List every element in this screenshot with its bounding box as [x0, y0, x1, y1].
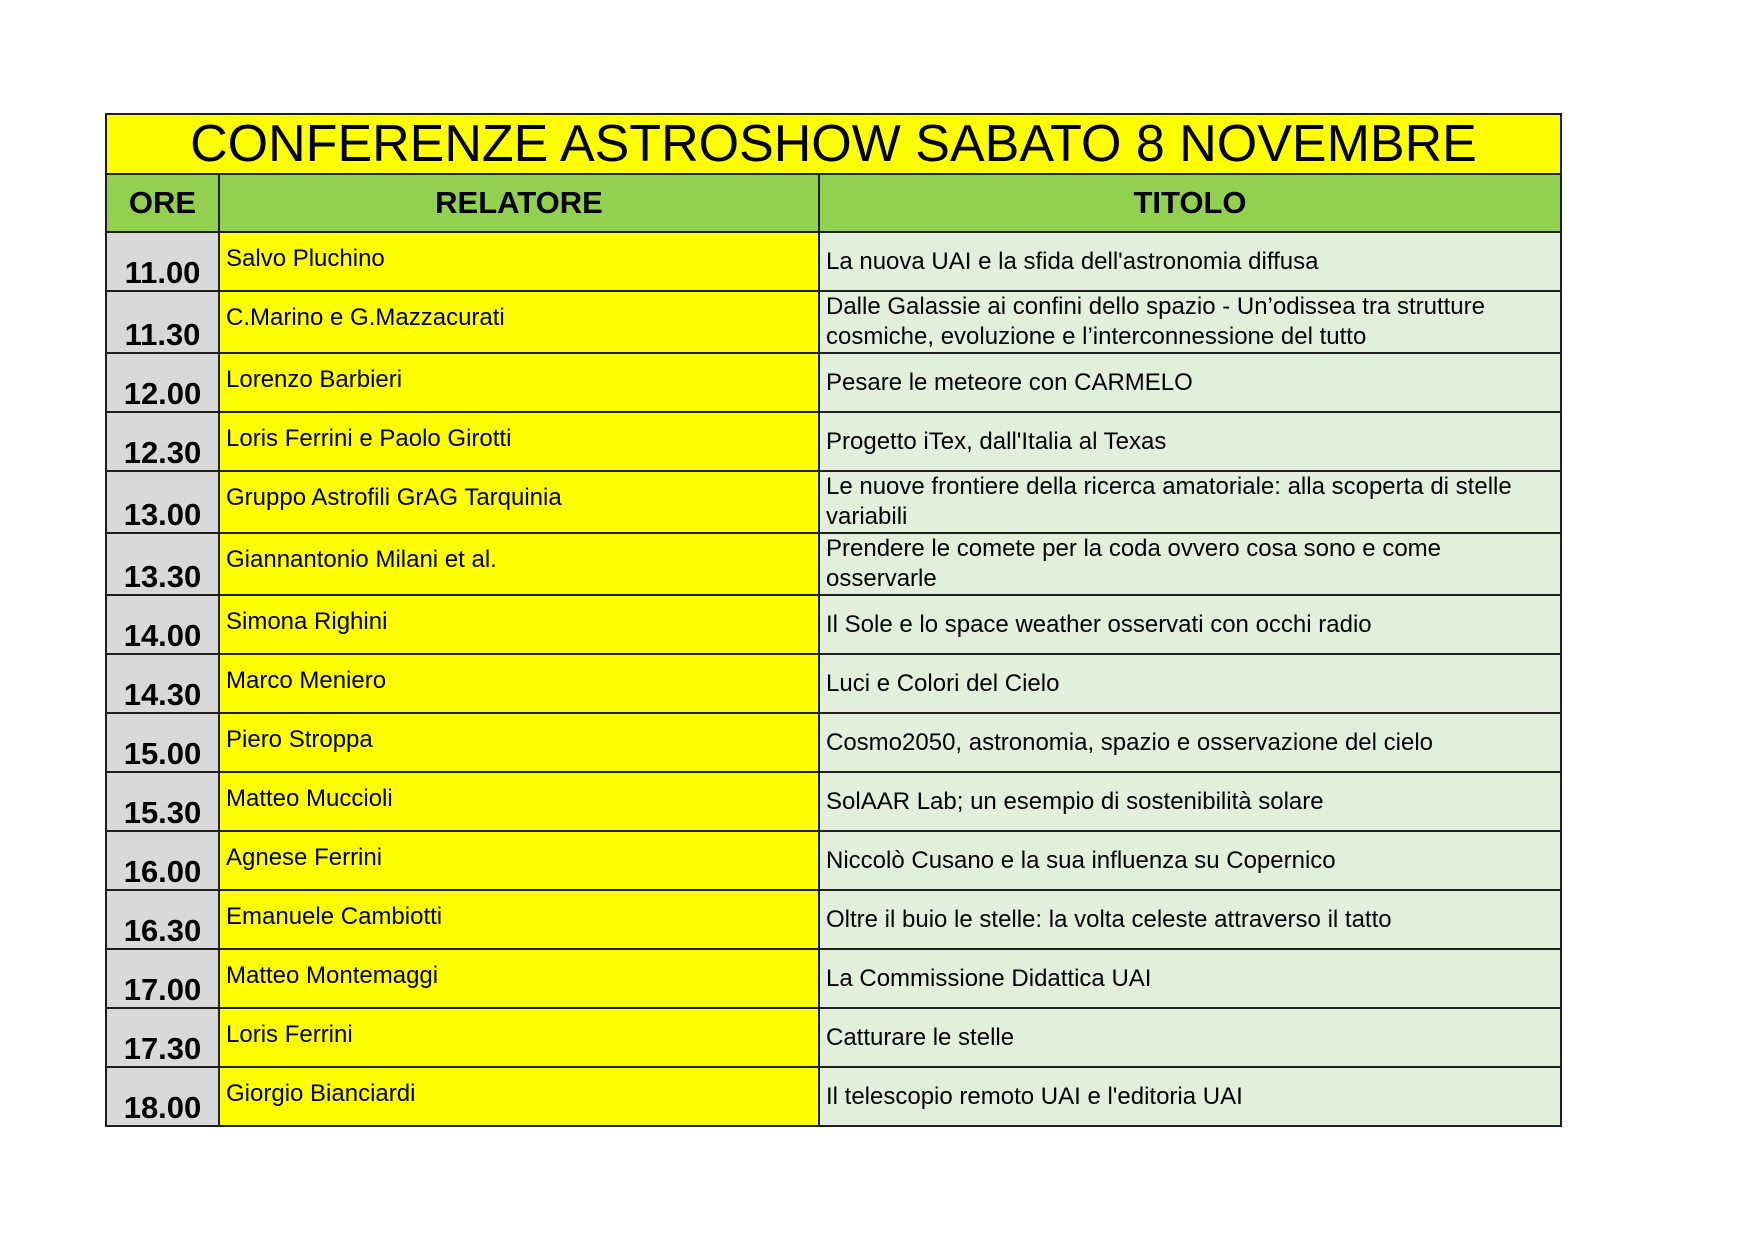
topic-cell: Cosmo2050, astronomia, spazio e osservazione del cielo: [819, 713, 1561, 772]
topic-cell: Oltre il buio le stelle: la volta celeste attraverso il tatto: [819, 890, 1561, 949]
time-cell: 12.30: [106, 412, 219, 471]
topic-cell: Progetto iTex, dall'Italia al Texas: [819, 412, 1561, 471]
time-cell: 16.00: [106, 831, 219, 890]
time-cell: 11.00: [106, 232, 219, 291]
time-cell: 12.00: [106, 353, 219, 412]
topic-cell: Dalle Galassie ai confini dello spazio - Un’odissea tra strutture cosmiche, evoluzione e l’interconnessione del tutto: [819, 291, 1561, 353]
time-cell: 14.30: [106, 654, 219, 713]
topic-cell: La Commissione Didattica UAI: [819, 949, 1561, 1008]
speaker-cell: C.Marino e G.Mazzacurati: [219, 291, 819, 353]
schedule-title: CONFERENZE ASTROSHOW SABATO 8 NOVEMBRE: [106, 114, 1561, 174]
topic-cell: Catturare le stelle: [819, 1008, 1561, 1067]
time-cell: 15.00: [106, 713, 219, 772]
topic-cell: Prendere le comete per la coda ovvero cosa sono e come osservarle: [819, 533, 1561, 595]
speaker-cell: Matteo Montemaggi: [219, 949, 819, 1008]
time-cell: 18.00: [106, 1067, 219, 1126]
time-cell: 16.30: [106, 890, 219, 949]
topic-cell: Il Sole e lo space weather osservati con occhi radio: [819, 595, 1561, 654]
topic-cell: SolAAR Lab; un esempio di sostenibilità solare: [819, 772, 1561, 831]
topic-cell: Pesare le meteore con CARMELO: [819, 353, 1561, 412]
speaker-cell: Giannantonio Milani et al.: [219, 533, 819, 595]
table-row: [106, 353, 1561, 412]
schedule-body: [106, 232, 1561, 1126]
topic-cell: Il telescopio remoto UAI e l'editoria UAI: [819, 1067, 1561, 1126]
table-row: [106, 412, 1561, 471]
schedule-table: [105, 113, 1562, 1127]
speaker-cell: Emanuele Cambiotti: [219, 890, 819, 949]
table-row: [106, 595, 1561, 654]
time-cell: 13.30: [106, 533, 219, 595]
speaker-cell: Matteo Muccioli: [219, 772, 819, 831]
time-cell: 15.30: [106, 772, 219, 831]
topic-cell: Niccolò Cusano e la sua influenza su Copernico: [819, 831, 1561, 890]
speaker-cell: Simona Righini: [219, 595, 819, 654]
table-row: [106, 1067, 1561, 1126]
speaker-cell: Marco Meniero: [219, 654, 819, 713]
column-header-topic: TITOLO: [819, 174, 1561, 232]
topic-cell: Le nuove frontiere della ricerca amatoriale: alla scoperta di stelle variabili: [819, 471, 1561, 533]
table-row: [106, 232, 1561, 291]
table-row: [106, 772, 1561, 831]
topic-cell: Luci e Colori del Cielo: [819, 654, 1561, 713]
time-cell: 17.30: [106, 1008, 219, 1067]
time-cell: 14.00: [106, 595, 219, 654]
speaker-cell: Giorgio Bianciardi: [219, 1067, 819, 1126]
table-row: [106, 949, 1561, 1008]
table-row: [106, 1008, 1561, 1067]
column-header-speaker: RELATORE: [219, 174, 819, 232]
speaker-cell: Loris Ferrini: [219, 1008, 819, 1067]
speaker-cell: Salvo Pluchino: [219, 232, 819, 291]
table-row: [106, 533, 1561, 595]
speaker-cell: Lorenzo Barbieri: [219, 353, 819, 412]
table-row: [106, 890, 1561, 949]
column-header-time: ORE: [106, 174, 219, 232]
speaker-cell: Agnese Ferrini: [219, 831, 819, 890]
table-row: [106, 654, 1561, 713]
topic-cell: La nuova UAI e la sfida dell'astronomia diffusa: [819, 232, 1561, 291]
time-cell: 13.00: [106, 471, 219, 533]
speaker-cell: Loris Ferrini e Paolo Girotti: [219, 412, 819, 471]
table-row: [106, 291, 1561, 353]
time-cell: 17.00: [106, 949, 219, 1008]
speaker-cell: Piero Stroppa: [219, 713, 819, 772]
table-row: [106, 831, 1561, 890]
table-row: [106, 713, 1561, 772]
time-cell: 11.30: [106, 291, 219, 353]
speaker-cell: Gruppo Astrofili GrAG Tarquinia: [219, 471, 819, 533]
table-row: [106, 471, 1561, 533]
